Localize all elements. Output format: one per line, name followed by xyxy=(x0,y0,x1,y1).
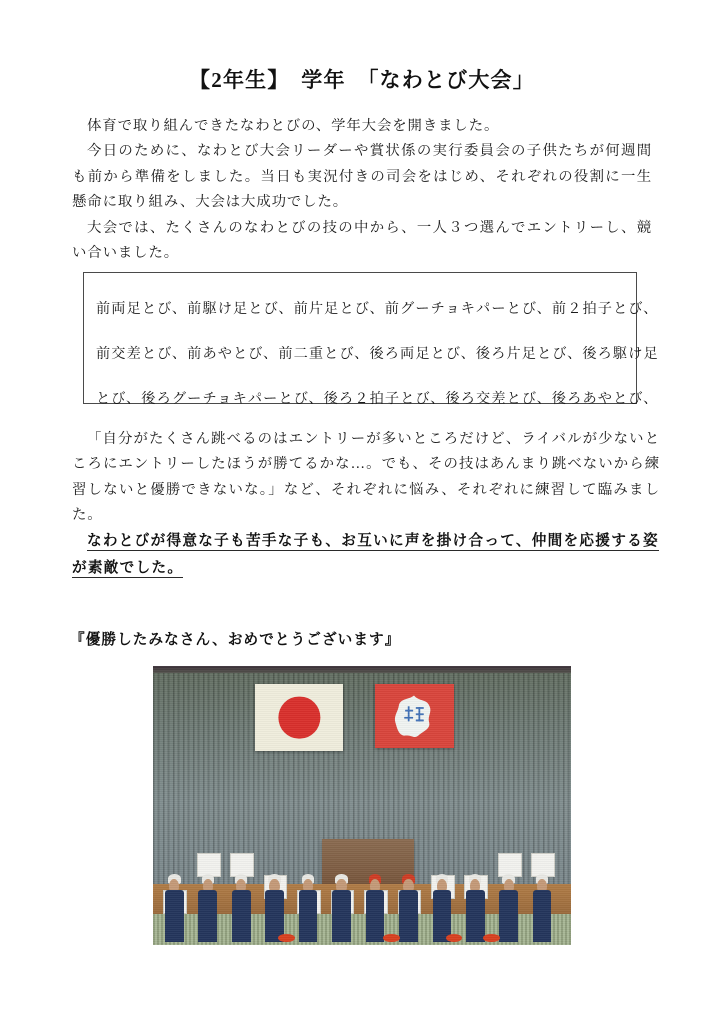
child-figure xyxy=(228,859,254,943)
child-figure xyxy=(496,859,522,943)
red-cap-object xyxy=(383,934,400,942)
paragraph-1: 体育で取り組んできたなわとびの、学年大会を開きました。 xyxy=(87,118,500,134)
child-figure xyxy=(395,859,421,943)
red-cap-object xyxy=(278,934,295,942)
child-figure xyxy=(362,859,388,943)
child-figure xyxy=(329,859,355,943)
certificate-paper xyxy=(197,853,221,877)
technique-list-content xyxy=(84,273,659,422)
child-body xyxy=(165,890,184,942)
paragraph-2: 今日のために、なわとび大会リーダーや賞状係の実行委員会の子供たちが何週間も前から準備をしました。当日も実況付きの司会をはじめ、それぞれの役割に一生懸命に取り組み、大会は大成功でした。 xyxy=(72,143,652,211)
page-title: 【2年生】 学年 「なわとび大会」 xyxy=(189,68,535,92)
japan-flag-icon xyxy=(255,684,343,751)
child-figure xyxy=(195,859,221,943)
school-flag-icon xyxy=(375,684,454,748)
emphasis-paragraph xyxy=(72,528,664,582)
paragraph-3: 大会では、たくさんのなわとびの技の中から、一人３つ選んでエントリーし、競い合いました。 xyxy=(72,219,652,262)
photo-caption: 『優勝したみなさん、おめでとうございます』 xyxy=(70,632,401,648)
certificate-paper xyxy=(230,853,254,877)
child-body xyxy=(366,890,385,942)
child-figure xyxy=(462,859,488,943)
child-body xyxy=(232,890,251,942)
certificate-paper xyxy=(531,853,555,877)
child-figure xyxy=(161,859,187,943)
technique-list-box xyxy=(83,272,659,407)
emphasis-paragraph-block xyxy=(72,528,664,582)
intro-paragraphs xyxy=(72,114,652,266)
child-body xyxy=(499,890,518,942)
technique-line-2: 前交差とび、前あやとび、前二重とび、後ろ両足とび、後ろ片足とび、後ろ駆け足 xyxy=(96,346,659,362)
child-figure xyxy=(529,859,555,943)
child-figure xyxy=(295,859,321,943)
children-row xyxy=(153,859,571,943)
quote-paragraph: 「自分がたくさん跳べるのはエントリーが多いところだけど、ライバルが少ないところにエントリーしたほうが勝てるかな…。でも、その技はあんまり跳べないから練習しないと優勝できないな。」など、それぞれに悩み、それぞれに練習して臨みました。 xyxy=(72,431,660,524)
child-body xyxy=(198,890,217,942)
curtain-top-shadow xyxy=(153,666,571,673)
child-body xyxy=(399,890,418,942)
technique-line-3: とび、後ろグーチョキパーとび、後ろ２拍子とび、後ろ交差とび、後ろあやとび、 xyxy=(96,391,659,407)
red-cap-object xyxy=(446,934,463,942)
child-body xyxy=(466,890,485,942)
ceremony-photo xyxy=(153,666,571,945)
technique-line-1: 前両足とび、前駆け足とび、前片足とび、前グーチョキパーとび、前２拍子とび、 xyxy=(96,301,659,317)
quote-paragraph-block xyxy=(72,427,660,529)
child-body xyxy=(332,890,351,942)
certificate-paper xyxy=(498,853,522,877)
child-figure xyxy=(262,859,288,943)
child-body xyxy=(299,890,318,942)
child-figure xyxy=(429,859,455,943)
school-emblem-icon xyxy=(392,693,436,739)
emphasis-underline-text: なわとびが得意な子も苦手な子も、お互いに声を掛け合って、仲間を応援する姿が素敵でした。 xyxy=(72,533,659,576)
japan-flag-sun xyxy=(279,696,320,739)
photo-scene xyxy=(153,666,571,945)
child-body xyxy=(533,890,552,942)
